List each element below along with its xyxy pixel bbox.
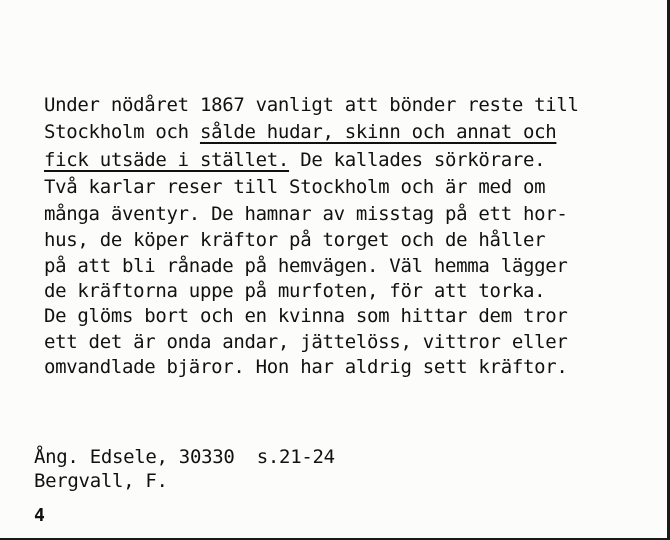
- text-line-11: omvandlade bjäror. Hon har aldrig sett kräftor.: [44, 356, 568, 378]
- text-line-10: ett det är onda andar, jättelöss, vittror eller: [44, 331, 568, 353]
- text-line-6: hus, de köper kräftor på torget och de håller: [44, 229, 546, 251]
- text-line-4: Två karlar reser till Stockholm och är med om: [44, 176, 546, 198]
- text-line-5: många äventyr. De hamnar av misstag på ett hor-: [44, 203, 568, 225]
- text-line-2-start: Stockholm och: [44, 121, 189, 143]
- collector-name: Bergvall, F.: [34, 470, 168, 492]
- text-line-2-underlined: sålde hudar, skinn och annat och: [199, 121, 557, 143]
- text-line-3-end: De kallades sörkörare.: [289, 149, 546, 171]
- text-line-7: på att bli rånade på hemvägen. Väl hemma lägger: [44, 255, 568, 277]
- text-line-3: [44, 149, 545, 171]
- page-number: 4: [34, 505, 45, 526]
- text-line-1: Under nödåret 1867 vanligt att bönder reste till: [44, 94, 579, 116]
- text-line-3-underlined: fick utsäde i stället.: [44, 149, 290, 171]
- text-line-2: [44, 121, 556, 143]
- text-line-9: De glöms bort och en kvinna som hittar dem tror: [44, 305, 568, 327]
- text-line-8: de kräftorna uppe på murfoten, för att torka.: [44, 280, 546, 302]
- archive-id: Ång. Edsele, 30330 s.21-24: [34, 446, 335, 468]
